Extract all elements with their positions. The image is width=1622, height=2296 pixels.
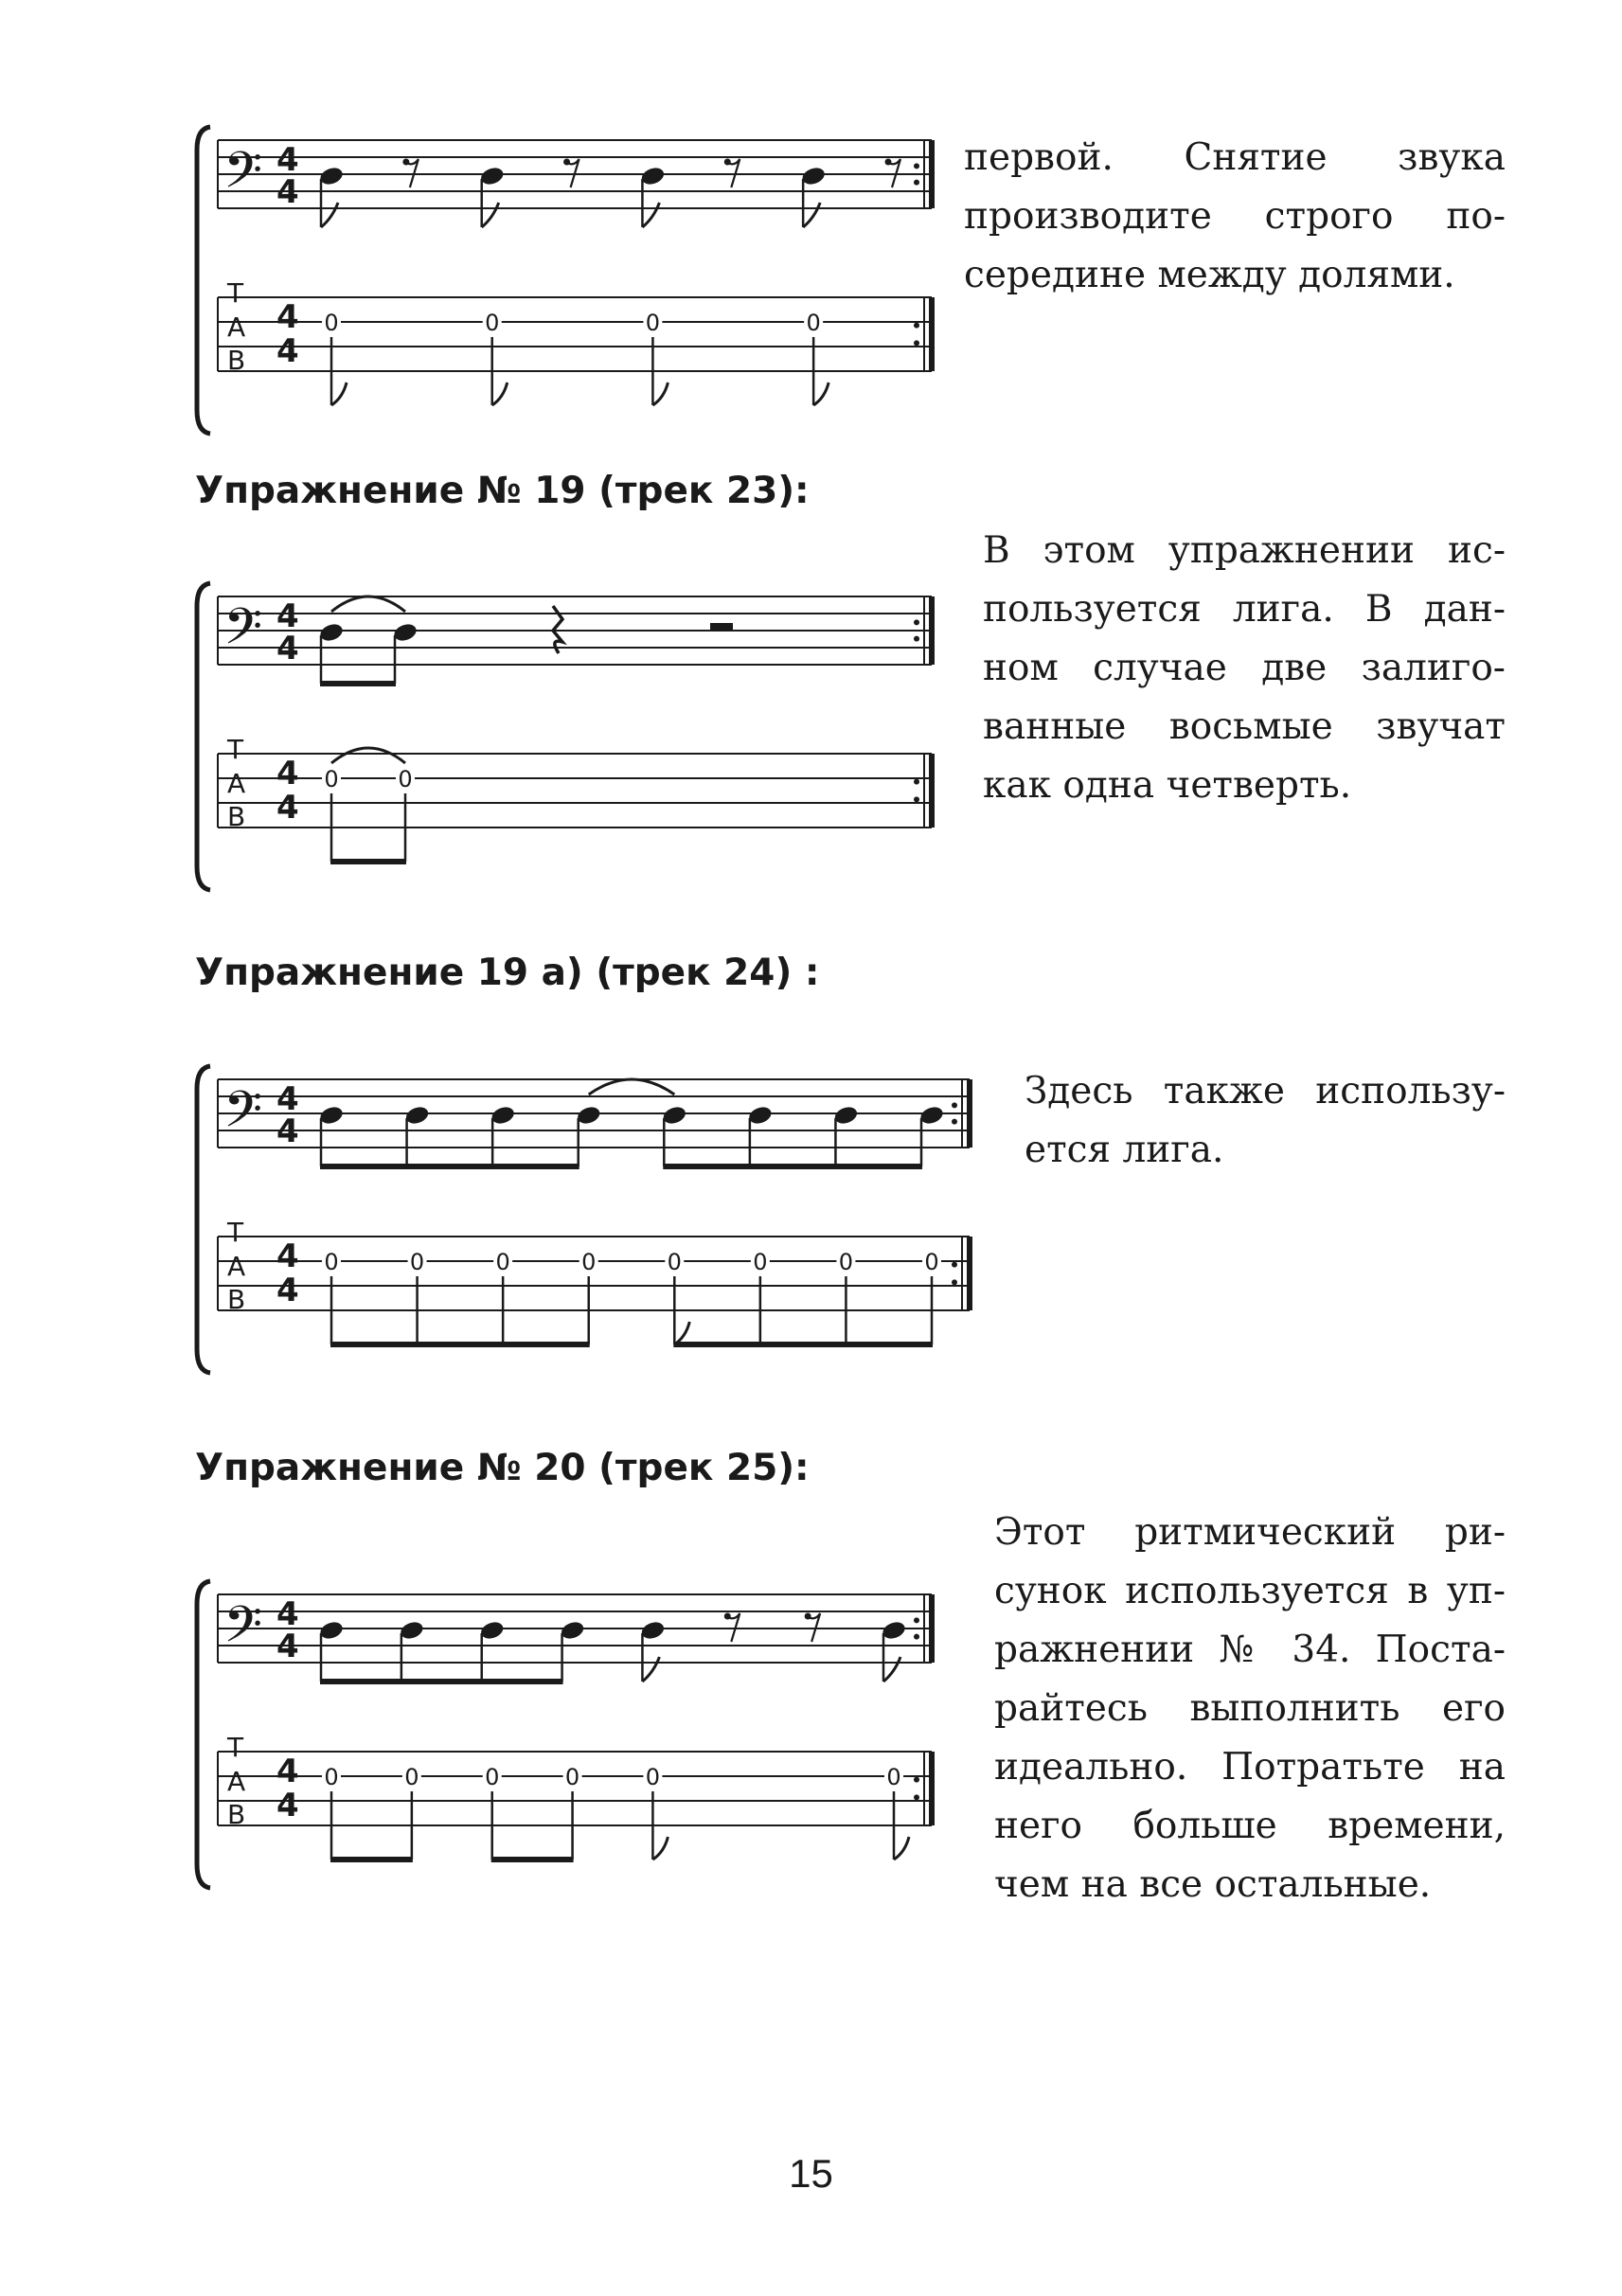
time-signature-bottom: 4	[276, 1112, 299, 1150]
tab-clef-letter: T	[227, 1217, 244, 1248]
tie	[589, 1079, 675, 1095]
repeat-dot	[952, 1262, 957, 1268]
text-line: ном случае две залиго-	[983, 647, 1506, 689]
repeat-dot	[914, 323, 919, 329]
tab-time-bottom: 4	[276, 332, 299, 370]
tab-flag	[492, 383, 508, 405]
repeat-dot	[914, 163, 919, 169]
text-line: пользуется лига. В дан-	[983, 588, 1506, 631]
bass-clef: 𝄢	[223, 142, 263, 212]
exercise-19-notation	[189, 578, 956, 899]
tab-clef-letter: T	[227, 1732, 244, 1763]
tab-time-top: 4	[276, 1237, 299, 1275]
exercise-20-heading: Упражнение № 20 (трек 25):	[195, 1447, 810, 1489]
tab-time-top: 4	[276, 298, 299, 336]
fret-number: 0	[324, 766, 339, 792]
tab-flag	[331, 383, 347, 405]
system-bracket	[197, 583, 210, 890]
tab-tie	[331, 748, 405, 763]
repeat-dot	[914, 180, 919, 186]
system-bracket	[197, 1066, 210, 1373]
tab-flag	[894, 1837, 909, 1860]
repeat-dot	[914, 636, 919, 642]
tab-clef-letter: A	[227, 311, 246, 343]
text-line: ется лига.	[1025, 1129, 1224, 1171]
tab-flag	[652, 1837, 668, 1860]
bass-clef: 𝄢	[223, 598, 263, 668]
fret-number: 0	[924, 1249, 939, 1275]
note-flag	[803, 203, 820, 227]
fret-number: 0	[324, 1249, 339, 1275]
tab-beam	[330, 859, 406, 864]
fret-number: 0	[404, 1764, 419, 1790]
time-signature-bottom: 4	[276, 1628, 299, 1665]
tab-clef-letter: T	[227, 277, 244, 309]
repeat-dot	[914, 779, 919, 785]
text-line: ражнении № 34. Поста-	[994, 1629, 1506, 1671]
tab-clef-letter: B	[227, 345, 246, 376]
text-line: производите строго по-	[964, 195, 1506, 238]
fret-number: 0	[495, 1249, 510, 1275]
text-line: райтесь выполнить его	[994, 1687, 1506, 1730]
fret-number: 0	[409, 1249, 425, 1275]
page-number: 15	[789, 2151, 833, 2196]
exercise-18-description	[964, 129, 1506, 305]
fret-number: 0	[485, 310, 500, 336]
tab-beam	[491, 1857, 574, 1862]
tab-beam	[673, 1342, 933, 1347]
exercise-20-notation	[189, 1575, 956, 1897]
time-signature-top: 4	[276, 141, 299, 179]
tab-flag	[674, 1322, 689, 1344]
text-line: как одна четверть.	[983, 764, 1352, 807]
tab-clef-letter: A	[227, 1766, 246, 1797]
bass-clef: 𝄢	[223, 1081, 263, 1151]
fret-number: 0	[324, 310, 339, 336]
half-rest	[710, 623, 733, 631]
text-line: первой. Снятие звука	[964, 136, 1506, 179]
text-line: середине между долями.	[964, 254, 1455, 296]
repeat-dot	[952, 1102, 957, 1108]
tab-time-top: 4	[276, 1753, 299, 1790]
time-signature-bottom: 4	[276, 173, 299, 211]
time-signature-top: 4	[276, 597, 299, 635]
note-flag	[642, 1657, 659, 1682]
note-flag	[321, 203, 338, 227]
note-flag	[482, 203, 499, 227]
beam	[320, 1164, 579, 1169]
fret-number: 0	[838, 1249, 854, 1275]
repeat-dot	[914, 1617, 919, 1623]
repeat-dot	[952, 1119, 957, 1125]
repeat-dot	[914, 1794, 919, 1800]
time-signature-top: 4	[276, 1595, 299, 1633]
text-line: идеально. Потратьте на	[994, 1746, 1506, 1789]
fret-number: 0	[886, 1764, 901, 1790]
tab-flag	[813, 383, 829, 405]
repeat-dot	[914, 1777, 919, 1783]
tab-clef-letter: B	[227, 801, 246, 832]
tab-time-bottom: 4	[276, 789, 299, 827]
tab-beam	[330, 1342, 590, 1347]
bass-clef: 𝄢	[223, 1596, 263, 1666]
text-line: Здесь также использу-	[1025, 1070, 1506, 1112]
fret-number: 0	[753, 1249, 768, 1275]
repeat-dot	[914, 796, 919, 802]
fret-number: 0	[667, 1249, 682, 1275]
time-signature-bottom: 4	[276, 630, 299, 667]
tab-clef-letter: B	[227, 1284, 246, 1315]
fret-number: 0	[645, 1764, 661, 1790]
beam	[320, 681, 396, 686]
repeat-dot	[914, 1634, 919, 1640]
text-line: ванные восьмые звучат	[983, 705, 1506, 748]
tab-flag	[652, 383, 668, 405]
fret-number: 0	[324, 1764, 339, 1790]
exercise-20-description	[994, 1504, 1506, 1914]
repeat-dot	[914, 619, 919, 625]
repeat-dot	[952, 1279, 957, 1285]
tab-clef-letter: A	[227, 1251, 246, 1282]
exercise-19a-notation	[189, 1060, 994, 1382]
fret-number: 0	[564, 1764, 580, 1790]
tab-beam	[330, 1857, 413, 1862]
exercise-18-notation	[189, 121, 956, 443]
beam	[663, 1164, 922, 1169]
exercise-19a-description	[1025, 1062, 1506, 1180]
text-line: чем на все остальные.	[994, 1863, 1432, 1906]
tab-time-top: 4	[276, 755, 299, 792]
time-signature-top: 4	[276, 1080, 299, 1118]
tie	[331, 596, 405, 612]
exercise-19a-heading: Упражнение 19 а) (трек 24) :	[195, 952, 820, 994]
beam	[320, 1679, 563, 1684]
fret-number: 0	[806, 310, 821, 336]
text-line: него больше времени,	[994, 1805, 1506, 1847]
tab-clef-letter: A	[227, 768, 246, 799]
fret-number: 0	[398, 766, 413, 792]
system-bracket	[197, 127, 210, 434]
system-bracket	[197, 1581, 210, 1888]
text-line: сунок используется в уп-	[994, 1570, 1506, 1612]
fret-number: 0	[645, 310, 661, 336]
text-line: Этот ритмический ри-	[994, 1511, 1506, 1554]
exercise-19-heading: Упражнение № 19 (трек 23):	[195, 470, 810, 512]
tab-clef-letter: T	[227, 734, 244, 765]
fret-number: 0	[485, 1764, 500, 1790]
note-flag	[883, 1657, 900, 1682]
repeat-dot	[914, 340, 919, 346]
tab-time-bottom: 4	[276, 1787, 299, 1824]
exercise-19-description	[983, 522, 1506, 815]
fret-number: 0	[581, 1249, 597, 1275]
text-line: В этом упражнении ис-	[983, 529, 1506, 572]
tab-clef-letter: B	[227, 1799, 246, 1830]
tab-time-bottom: 4	[276, 1272, 299, 1309]
note-flag	[642, 203, 659, 227]
